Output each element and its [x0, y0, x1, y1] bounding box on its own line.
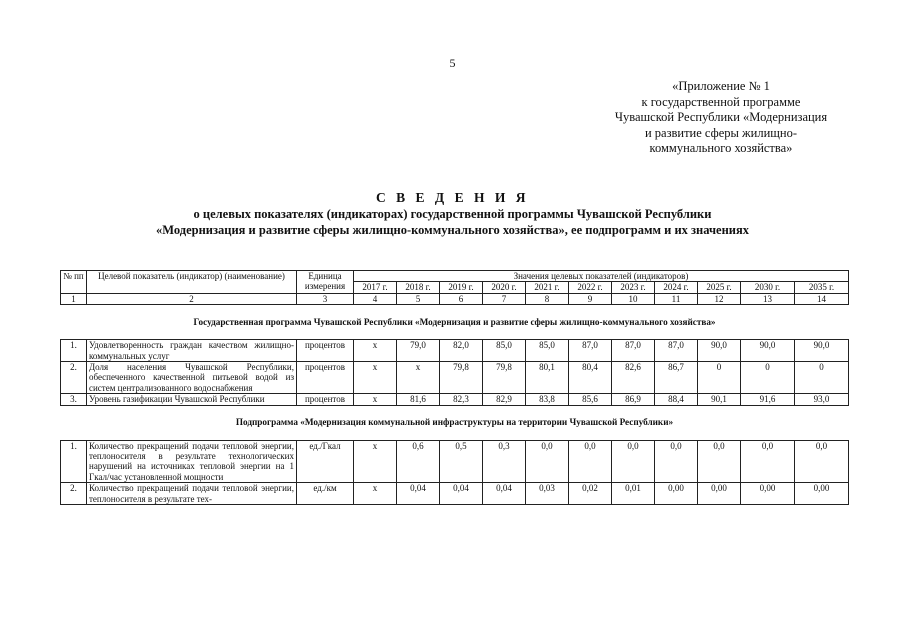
- section-title-program: Государственная программа Чувашской Республики «Модернизация и развитие сферы жилищно-коммунального хозяйства»: [61, 305, 849, 340]
- table-row: [61, 440, 849, 483]
- value-cell: 0,02: [569, 483, 612, 505]
- header-year: 2025 г.: [698, 282, 741, 293]
- appendix-line: Чувашской Республики «Модернизация: [614, 110, 828, 124]
- header-year: 2018 г.: [397, 282, 440, 293]
- value-cell: 0,6: [397, 440, 440, 483]
- value-cell: 87,0: [612, 340, 655, 362]
- indicators-table: [60, 270, 849, 505]
- row-number: 2.: [61, 483, 87, 505]
- indicator-name: Удовлетворенность граждан качеством жилищно-коммунальных услуг: [87, 340, 297, 362]
- unit-cell: ед./Гкал: [297, 440, 354, 483]
- header-year: 2030 г.: [741, 282, 795, 293]
- value-cell: 0,0: [526, 440, 569, 483]
- value-cell: 0,03: [526, 483, 569, 505]
- unit-cell: ед./км: [297, 483, 354, 505]
- value-cell: 0,04: [483, 483, 526, 505]
- header-year: 2017 г.: [354, 282, 397, 293]
- value-cell: 88,4: [655, 394, 698, 405]
- title-main: С В Е Д Е Н И Я: [376, 190, 529, 205]
- page-number: 5: [449, 56, 456, 70]
- unit-cell: процентов: [297, 362, 354, 394]
- value-cell: 82,0: [440, 340, 483, 362]
- table-row: [61, 340, 849, 362]
- appendix-line: коммунального хозяйства»: [649, 141, 793, 155]
- value-cell: 0,0: [655, 440, 698, 483]
- column-number: 8: [526, 293, 569, 304]
- header-year: 2023 г.: [612, 282, 655, 293]
- row-number: 1.: [61, 440, 87, 483]
- column-number: 5: [397, 293, 440, 304]
- section-header-row: [61, 405, 849, 440]
- column-number: 13: [741, 293, 795, 304]
- value-cell: 85,0: [483, 340, 526, 362]
- value-cell: 0,3: [483, 440, 526, 483]
- value-cell: 0,01: [612, 483, 655, 505]
- value-cell: х: [354, 483, 397, 505]
- value-cell: 80,4: [569, 362, 612, 394]
- header-year: 2019 г.: [440, 282, 483, 293]
- value-cell: 90,0: [741, 340, 795, 362]
- column-number: 12: [698, 293, 741, 304]
- value-cell: 0,04: [440, 483, 483, 505]
- column-number: 3: [297, 293, 354, 304]
- indicator-name: Количество прекращений подачи тепловой энергии, теплоносителя в результате технологических нарушений на источниках тепловой энергии на 1 Гкал/час установленной мощности: [87, 440, 297, 483]
- appendix-line: к государственной программе: [641, 94, 801, 109]
- value-cell: 0,00: [795, 483, 849, 505]
- value-cell: 0: [795, 362, 849, 394]
- section2-rows: [61, 440, 849, 504]
- column-number: 1: [61, 293, 87, 304]
- indicator-name: Доля населения Чувашской Республики, обеспеченного качественной питьевой водой из систем централизованного водоснабжения: [87, 362, 297, 394]
- row-number: 1.: [61, 340, 87, 362]
- column-numbers-row: [61, 293, 849, 304]
- value-cell: 79,8: [483, 362, 526, 394]
- column-number: 2: [87, 293, 297, 304]
- value-cell: 90,0: [795, 340, 849, 362]
- appendix-line: и развитие сферы жилищно-: [644, 125, 798, 140]
- column-number: 4: [354, 293, 397, 304]
- value-cell: 0,00: [741, 483, 795, 505]
- value-cell: 85,6: [569, 394, 612, 405]
- value-cell: 85,0: [526, 340, 569, 362]
- value-cell: 0,04: [397, 483, 440, 505]
- value-cell: 87,0: [655, 340, 698, 362]
- value-cell: 0,00: [655, 483, 698, 505]
- value-cell: 90,0: [698, 340, 741, 362]
- value-cell: 86,9: [612, 394, 655, 405]
- value-cell: 90,1: [698, 394, 741, 405]
- header-values-group: Значения целевых показателей (индикаторов): [354, 271, 849, 282]
- header-year: 2020 г.: [483, 282, 526, 293]
- value-cell: х: [354, 440, 397, 483]
- value-cell: 0,0: [612, 440, 655, 483]
- value-cell: 83,8: [526, 394, 569, 405]
- value-cell: х: [354, 394, 397, 405]
- value-cell: х: [354, 340, 397, 362]
- value-cell: 81,6: [397, 394, 440, 405]
- column-number: 9: [569, 293, 612, 304]
- row-number: 2.: [61, 362, 87, 394]
- table-row: [61, 362, 849, 394]
- indicator-name: Количество прекращений подачи тепловой энергии, теплоносителя в результате тех-: [87, 483, 297, 505]
- header-unit: Единица измерения: [297, 271, 354, 294]
- value-cell: 0,0: [569, 440, 612, 483]
- header-no: № пп: [61, 271, 87, 294]
- header-year: 2022 г.: [569, 282, 612, 293]
- unit-cell: процентов: [297, 340, 354, 362]
- value-cell: 79,0: [397, 340, 440, 362]
- value-cell: 0,0: [795, 440, 849, 483]
- value-cell: 82,3: [440, 394, 483, 405]
- row-number: 3.: [61, 394, 87, 405]
- column-number: 6: [440, 293, 483, 304]
- document-title: [60, 190, 845, 238]
- value-cell: 79,8: [440, 362, 483, 394]
- value-cell: 0,0: [741, 440, 795, 483]
- unit-cell: процентов: [297, 394, 354, 405]
- value-cell: 86,7: [655, 362, 698, 394]
- value-cell: 93,0: [795, 394, 849, 405]
- value-cell: 87,0: [569, 340, 612, 362]
- header-indicator: Целевой показатель (индикатор) (наименование): [87, 271, 297, 294]
- value-cell: 0,0: [698, 440, 741, 483]
- value-cell: 82,9: [483, 394, 526, 405]
- appendix-line: «Приложение № 1: [672, 79, 770, 93]
- column-number: 7: [483, 293, 526, 304]
- header-row-1: [61, 271, 849, 282]
- indicator-name: Уровень газификации Чувашской Республики: [87, 394, 297, 405]
- value-cell: 0,5: [440, 440, 483, 483]
- table-row: [61, 483, 849, 505]
- title-line-2: «Модернизация и развитие сферы жилищно-коммунального хозяйства», ее подпрограмм и их значениях: [155, 222, 750, 237]
- value-cell: 91,6: [741, 394, 795, 405]
- appendix-caption: [598, 79, 844, 157]
- column-number: 14: [795, 293, 849, 304]
- value-cell: 0: [741, 362, 795, 394]
- value-cell: х: [397, 362, 440, 394]
- value-cell: 0,00: [698, 483, 741, 505]
- header-year: 2024 г.: [655, 282, 698, 293]
- value-cell: 82,6: [612, 362, 655, 394]
- title-line-1: о целевых показателях (индикаторах) государственной программы Чувашской Республики: [193, 207, 712, 221]
- header-year: 2021 г.: [526, 282, 569, 293]
- value-cell: х: [354, 362, 397, 394]
- table-row: [61, 394, 849, 405]
- header-year: 2035 г.: [795, 282, 849, 293]
- section-title-subprogram: Подпрограмма «Модернизация коммунальной инфраструктуры на территории Чувашской Республики»: [61, 405, 849, 440]
- column-number: 11: [655, 293, 698, 304]
- column-number: 10: [612, 293, 655, 304]
- value-cell: 80,1: [526, 362, 569, 394]
- section1-rows: [61, 340, 849, 405]
- value-cell: 0: [698, 362, 741, 394]
- section-header-row: [61, 305, 849, 340]
